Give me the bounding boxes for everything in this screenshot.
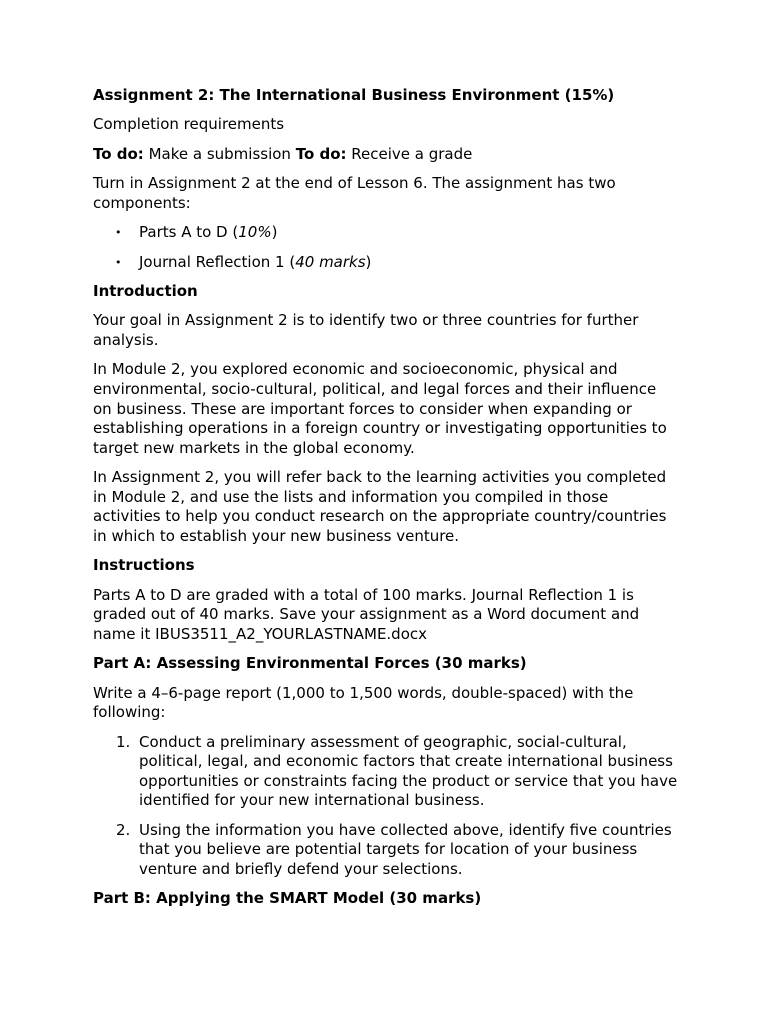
todo-label-1: To do: [93,144,144,163]
completion-requirements: Completion requirements [93,115,285,134]
turn-in-paragraph: Turn in Assignment 2 at the end of Lesson 6. The assignment has two components: [93,174,616,212]
part-a-list [93,733,679,880]
part-a-paragraph: Write a 4–6-page report (1,000 to 1,500 words, double-spaced) with the following: [93,683,634,722]
part-a-heading: Part A: Assessing Environmental Forces (30 marks) [93,654,527,673]
part-b-heading: Part B: Applying the SMART Model (30 marks) [93,889,482,908]
instructions-heading: Instructions [93,556,195,575]
list-item: • Parts A to D (10%) [93,223,679,243]
introduction-heading: Introduction [93,281,198,300]
list-item: 2. Using the information you have collected above, identify five countries that you believe are potential targets for location of your business venture and briefly defend your selections. [116,820,672,878]
instructions-paragraph: Parts A to D are graded with a total of 100 marks. Journal Reflection 1 is graded out of 40 marks. Save your assignment as a Word document and name it IBUS3511_A2_YOURLASTNAME.docx [93,585,640,643]
list-item: 1. Conduct a preliminary assessment of geographic, social-cultural, political, legal, and economic factors that create international business opportunities or constraints facing the product or service that you have identified for your new international business. [116,732,678,810]
document-page [93,86,679,919]
introduction-paragraph: In Assignment 2, you will refer back to the learning activities you completed in Module 2, and use the lists and information you compiled in those activities to help you conduct research on the appropriate country/countries in which to establish your new business venture. [93,468,667,545]
assignment-title: Assignment 2: The International Business Environment (15%) [93,86,615,104]
components-list [93,223,679,272]
todo-line [93,145,679,165]
todo-text-1: Make a submission [143,144,296,163]
list-item: • Journal Reflection 1 (40 marks) [93,253,679,273]
todo-label-2: To do: [295,144,347,163]
introduction-paragraph: Your goal in Assignment 2 is to identify two or three countries for further analysis. [93,311,639,349]
introduction-paragraph: In Module 2, you explored economic and socioeconomic, physical and environmental, socio-cultural, political, and legal forces and their influence on business. These are important forces to consider when expanding or establishing operations in a foreign country or investigating opportunities to target new markets in the global economy. [93,360,667,457]
todo-text-2: Receive a grade [346,144,473,163]
